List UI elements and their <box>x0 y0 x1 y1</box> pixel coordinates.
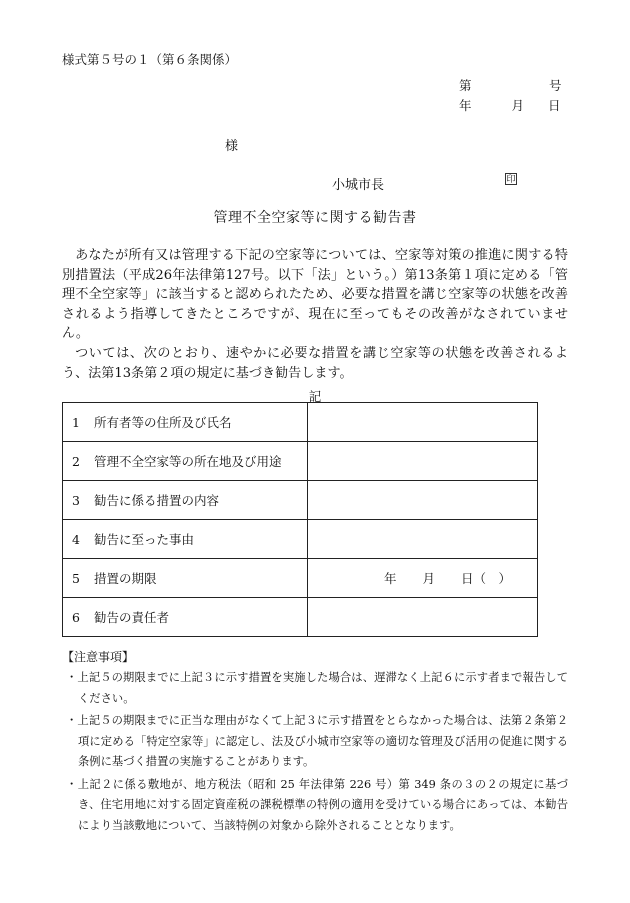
item-label: 勧告に至った事由 <box>94 532 195 547</box>
body-paragraph-1: あなたが所有又は管理する下記の空家等については、空家等対策の推進に関する特別措置法（平成26年法律第127号。以下「法」という。）第13条第１項に定める「管理不全空家等」に該当すると認められたため、必要な措置を講じ空家等の状態を改善されるよう指導してきたところですが、現在に至ってもその改善がなされていません。 <box>62 248 568 342</box>
deadline-day: 日（ ） <box>460 571 511 586</box>
doc-number-prefix: 第 <box>459 78 472 93</box>
deadline-year: 年 <box>383 571 397 586</box>
table-row <box>63 598 538 637</box>
item-label-cell <box>63 442 308 481</box>
seal-mark: 印 <box>506 175 516 185</box>
item-value-cell <box>308 442 538 481</box>
addressee-suffix: 様 <box>225 139 239 154</box>
deadline-month: 月 <box>422 571 435 586</box>
item-value-cell <box>308 403 538 442</box>
item-label: 勧告の責任者 <box>94 610 170 625</box>
item-label: 措置の期限 <box>94 571 157 586</box>
item-label-cell <box>63 403 308 442</box>
item-value-cell <box>308 481 538 520</box>
deadline-date <box>317 569 537 587</box>
body-paragraph-2: ついては、次のとおり、速やかに必要な措置を講じ空家等の状態を改善されるよう、法第13条第２項の規定に基づき勧告します。 <box>62 345 568 381</box>
table-row <box>63 442 538 481</box>
date-day: 日 <box>548 98 561 113</box>
item-number: 4 <box>72 532 80 547</box>
item-label-cell <box>63 598 308 637</box>
deadline-value-cell <box>308 559 538 598</box>
item-number: 2 <box>72 454 80 469</box>
item-number: 3 <box>72 493 80 508</box>
note-item: ・上記５の期限までに正当な理由がなくて上記３に示す措置をとらなかった場合は、法第２条第２項に定める「特定空家等」に認定し、法及び小城市空家等の適切な管理及び活用の促進に関する条例に基づく措置の実施することがあります。 <box>66 714 568 768</box>
note-item: ・上記５の期限までに上記３に示す措置を実施した場合は、遅滞なく上記６に示す者まで報告してください。 <box>66 671 568 705</box>
item-label-cell <box>63 520 308 559</box>
item-number: 5 <box>72 571 80 586</box>
item-label-cell <box>63 559 308 598</box>
item-label: 管理不全空家等の所在地及び用途 <box>94 454 282 469</box>
ki-heading: 記 <box>308 389 322 404</box>
issue-date <box>459 96 561 114</box>
items-table <box>62 402 538 637</box>
notes-list <box>66 668 568 838</box>
item-label-cell <box>63 481 308 520</box>
table-row <box>63 520 538 559</box>
item-label: 所有者等の住所及び氏名 <box>94 415 232 430</box>
table-row <box>63 559 538 598</box>
notes-heading: 【注意事項】 <box>62 650 135 664</box>
issuer-name: 小城市長 <box>332 178 385 193</box>
note-item: ・上記２に係る敷地が、地方税法（昭和 25 年法律第 226 号）第 349 条の３の２の規定に基づき、住宅用地に対する固定資産税の課税標準の特例の適用を受けている場合にあっては、本勧告により当該敷地について、当該特例の対象から除外されることとなります。 <box>66 777 568 832</box>
date-year: 年 <box>459 98 472 113</box>
body-text <box>62 246 568 383</box>
table-row <box>63 403 538 442</box>
item-value-cell <box>308 520 538 559</box>
item-label: 勧告に係る措置の内容 <box>94 493 220 508</box>
date-month: 月 <box>511 98 525 113</box>
doc-number-suffix: 号 <box>549 78 562 93</box>
form-number: 様式第５号の１（第６条関係） <box>62 52 238 67</box>
item-value-cell <box>308 598 538 637</box>
document-title: 管理不全空家等に関する勧告書 <box>213 210 417 226</box>
table-row <box>63 481 538 520</box>
item-number: 1 <box>72 415 80 430</box>
item-number: 6 <box>72 610 80 625</box>
